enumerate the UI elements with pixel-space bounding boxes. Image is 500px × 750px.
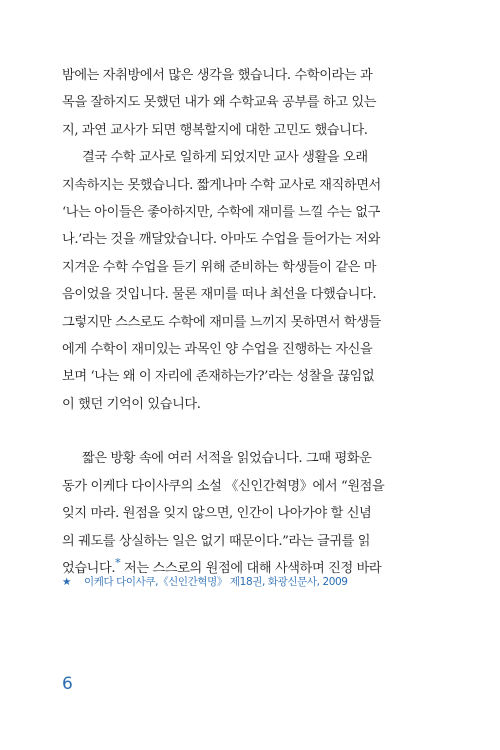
text-segment: 었습니다.: [62, 560, 116, 576]
text-line: 목을 잘하지도 못했던 내가 왜 수학교육 공부를 하고 있는: [62, 95, 377, 111]
text-line: 에게 수학이 재미있는 과목인 양 수업을 진행하는 자신을: [62, 342, 373, 358]
text-line: 이 했던 기억이 있습니다.: [62, 396, 201, 412]
text-line: ‘나는 아이들은 좋아하지만, 수학에 재미를 느낄 수는 없구: [62, 205, 380, 221]
paragraph-gap: [62, 418, 442, 445]
text-line: 그렇지만 스스로도 수학에 재미를 느끼지 못하면서 학생들: [62, 314, 381, 330]
body-text: [62, 62, 442, 582]
footnote-text: 이케다 다이사쿠,《신인간혁명》 제18권, 화광신문사, 2009: [84, 576, 348, 588]
text-line: 지속하지는 못했습니다. 짧게나마 수학 교사로 재직하면서: [62, 177, 381, 193]
paragraph-2: [62, 144, 442, 418]
star-icon: ★: [62, 576, 72, 588]
text-line: 결국 수학 교사로 일하게 되었지만 교사 생활을 오래: [82, 150, 368, 166]
text-line: 나.’라는 것을 깨달았습니다. 아마도 수업을 들어가는 저와: [62, 232, 380, 248]
footnote-marker[interactable]: *: [115, 556, 121, 570]
paragraph-1: [62, 62, 442, 144]
text-line: 짧은 방황 속에 여러 서적을 읽었습니다. 그때 평화운: [82, 451, 372, 467]
text-line: 잊지 마라. 원점을 잊지 않으면, 인간이 나아가야 할 신념: [62, 506, 372, 522]
text-line: 보며 ‘나는 왜 이 자리에 존재하는가?’라는 성찰을 끊임없: [62, 369, 375, 385]
text-line: 지, 과연 교사가 되면 행복할지에 대한 고민도 했습니다.: [62, 122, 368, 138]
text-line: 의 궤도를 상실하는 일은 없기 때문이다.”라는 글귀를 읽: [62, 533, 371, 549]
paragraph-3: [62, 445, 442, 582]
text-line: 동가 이케다 다이사쿠의 소설 《신인간혁명》에서 “원점을: [62, 478, 385, 494]
text-line: 지겨운 수학 수업을 듣기 위해 준비하는 학생들이 같은 마: [62, 259, 377, 275]
page-number: 6: [62, 674, 73, 694]
text-segment: 저는 스스로의 원점에 대해 사색하며 진정 바라: [120, 560, 382, 576]
text-line: 음이었을 것입니다. 물론 재미를 떠나 최선을 다했습니다.: [62, 287, 377, 303]
footnote: [62, 574, 348, 589]
text-line: 밤에는 자취방에서 많은 생각을 했습니다. 수학이라는 과: [62, 68, 373, 83]
